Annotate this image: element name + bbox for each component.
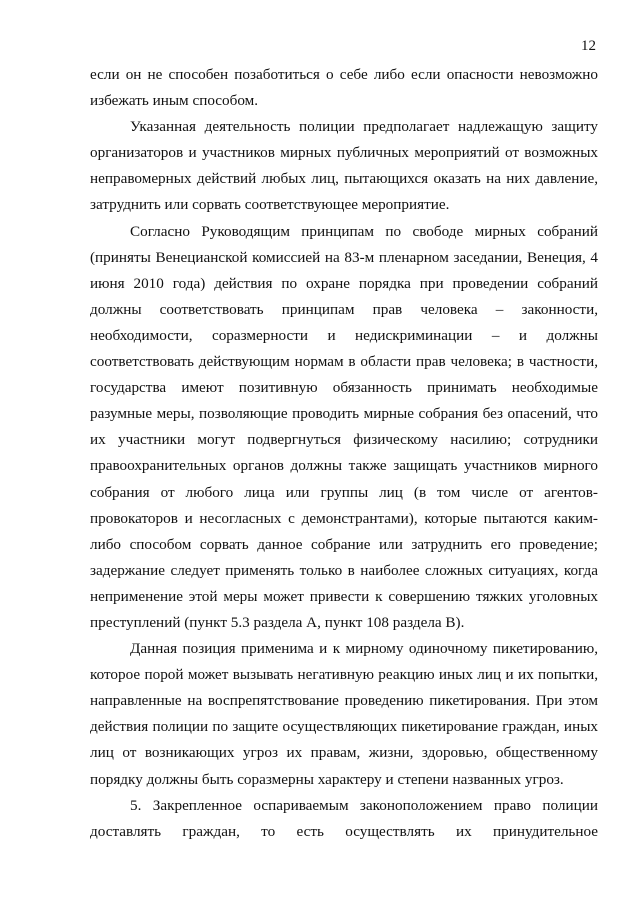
text-line: Указанная деятельность полиции предполагает надлежащую защиту [130, 118, 598, 136]
text-line: задержание следует применять только в наиболее сложных ситуациях, когда [90, 561, 598, 579]
text-line: избежать иным способом. [90, 92, 259, 110]
text-line: их участники могут подвергнуться физическому насилию; сотрудники [90, 431, 598, 449]
text-line: порядку должны быть соразмерны характеру и степени названных угроз. [90, 770, 564, 788]
text-line: Данная позиция применима и к мирному одиночному пикетированию, [130, 640, 598, 658]
text-line: Согласно Руководящим принципам по свободе мирных собраний [130, 222, 598, 240]
text-line: которое порой может вызывать негативную реакцию иных лиц и их попытки, [90, 666, 598, 684]
text-line: неприменение этой меры может привести к совершению тяжких уголовных [90, 587, 598, 605]
document-body [90, 62, 598, 845]
text-line: необходимости, соразмерности и недискриминации – и должны [90, 326, 598, 344]
text-line: (приняты Венецианской комиссией на 83-м пленарном заседании, Венеция, 4 [90, 248, 598, 266]
text-line: организаторов и участников мирных публичных мероприятий от возможных [90, 144, 598, 162]
text-line: правоохранительных органов должны также защищать участников мирного [90, 457, 598, 475]
text-line: неправомерных действий любых лиц, пытающихся оказать на них давление, [90, 170, 598, 188]
paragraph [90, 793, 598, 845]
paragraph [90, 114, 598, 218]
text-line: июня 2010 года) действия по охране порядка при проведении собраний [90, 274, 598, 292]
text-line: 5. Закрепленное оспариваемым законоположением право полиции [130, 796, 598, 814]
text-line: соответствовать действующим нормам в области прав человека; в частности, [90, 353, 598, 371]
paragraph [90, 636, 598, 793]
text-line: доставлять граждан, то есть осуществлять их принудительное [90, 822, 598, 840]
text-line: действия полиции по защите осуществляющих пикетирование граждан, иных [90, 718, 598, 736]
text-line: провокаторов и несогласных с демонстрантами), которые пытаются каким- [90, 509, 598, 527]
text-line: разумные меры, позволяющие проводить мирные собрания без опасений, что [90, 405, 598, 423]
text-line: если он не способен позаботиться о себе либо если опасности невозможно [90, 66, 598, 83]
page-number: 12 [581, 38, 596, 54]
text-line: направленные на воспрепятствование проведению пикетирования. При этом [90, 692, 598, 710]
paragraph [90, 219, 598, 637]
text-line: преступлений (пункт 5.3 раздела А, пункт 108 раздела В). [90, 613, 465, 631]
text-line: должны соответствовать принципам прав человека – законности, [90, 300, 598, 318]
text-line: собрания от любого лица или группы лиц (в том числе от агентов- [90, 483, 598, 501]
text-line: лиц от возникающих угроз их правам, жизни, здоровью, общественному [90, 744, 598, 762]
text-line: либо способом сорвать данное собрание или затруднить его проведение; [90, 535, 598, 553]
paragraph [90, 62, 598, 114]
text-line: затруднить или сорвать соответствующее мероприятие. [90, 196, 450, 214]
text-line: государства имеют позитивную обязанность принимать необходимые [90, 379, 598, 397]
